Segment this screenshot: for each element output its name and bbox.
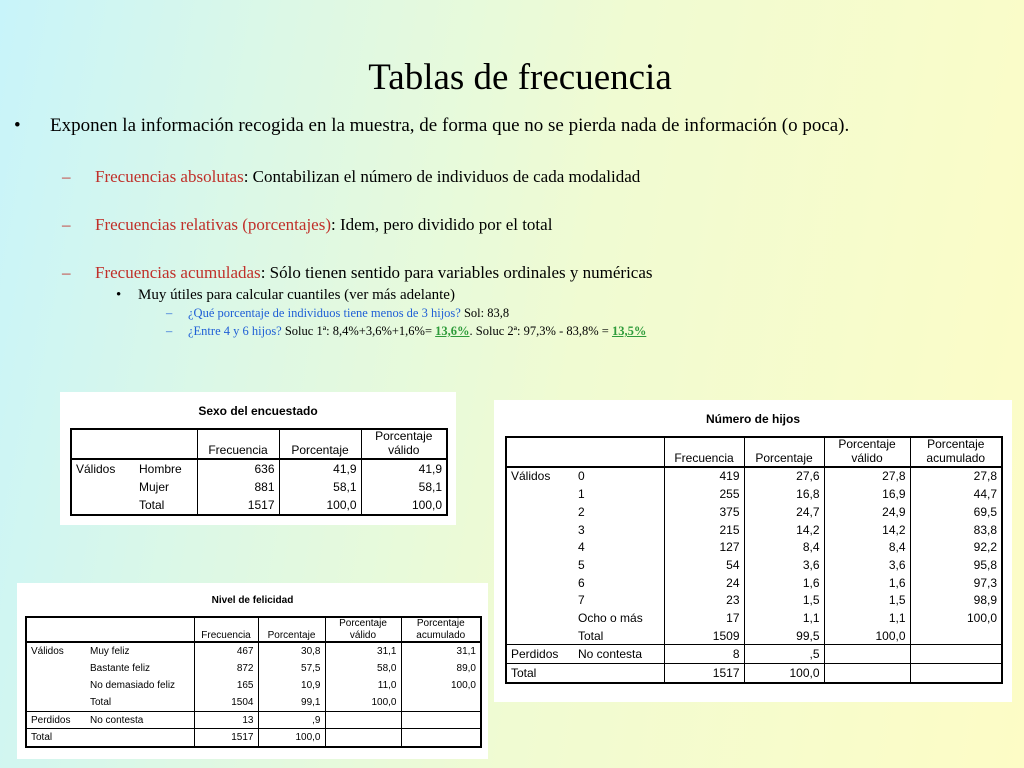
table-row <box>26 660 481 677</box>
table-row <box>506 503 1002 521</box>
row-label: 0 <box>578 469 585 484</box>
table-cell: 44,7 <box>910 485 1002 503</box>
row-label: No contesta <box>86 711 194 729</box>
table-cell: 27,8 <box>824 467 910 486</box>
table-cell: 11,0 <box>325 677 401 694</box>
table-cell: 83,8 <box>910 521 1002 539</box>
row-label: 5 <box>578 557 585 572</box>
table-cell: 54 <box>664 556 744 574</box>
row-label: 2 <box>578 504 585 519</box>
header-row <box>506 437 1002 467</box>
table-row <box>506 538 1002 556</box>
table-cell: 99,5 <box>744 627 824 645</box>
table-cell: 1517 <box>664 664 744 683</box>
hijos-table-panel <box>494 400 1012 702</box>
row-label <box>86 729 194 747</box>
row-label: Total <box>139 497 165 512</box>
header-blank <box>71 429 197 459</box>
answer-text-1: Soluc 1ª: 8,4%+3,6%+1,6%= <box>281 324 436 338</box>
table-cell <box>910 627 1002 645</box>
table-cell <box>910 664 1002 683</box>
table-cell: 100,0 <box>279 496 361 515</box>
term-description: : Idem, pero dividido por el total <box>331 215 553 234</box>
table-row <box>506 609 1002 627</box>
table-cell: 8 <box>664 645 744 664</box>
table-cell: 8,4 <box>824 538 910 556</box>
table-row <box>506 521 1002 539</box>
table-cell <box>910 645 1002 664</box>
dash-marker: – <box>166 324 173 338</box>
row-label: 7 <box>578 593 585 608</box>
table-cell: 100,0 <box>910 609 1002 627</box>
table-cell: 1504 <box>194 694 258 711</box>
row-group-label: Total <box>506 664 574 683</box>
table-row <box>26 729 481 747</box>
table-cell: ,9 <box>258 711 325 729</box>
row-label: 1 <box>578 487 585 502</box>
row-label: Muy feliz <box>90 645 130 657</box>
table-cell: 17 <box>664 609 744 627</box>
sexo-frequency-table <box>70 428 448 516</box>
bullet-marker: • <box>116 287 122 303</box>
table-cell: 57,5 <box>258 660 325 677</box>
table-cell: 41,9 <box>361 459 447 478</box>
table-cell: 375 <box>664 503 744 521</box>
row-label: Total <box>578 628 604 643</box>
row-label: Bastante feliz <box>90 662 151 674</box>
table-cell: 215 <box>664 521 744 539</box>
table-row <box>506 467 1002 486</box>
row-group-label <box>506 591 574 609</box>
dash-marker: – <box>62 215 71 234</box>
row-group-label <box>26 660 86 677</box>
table-cell: 92,2 <box>910 538 1002 556</box>
sexo-table-panel <box>60 392 456 525</box>
table-cell: 98,9 <box>910 591 1002 609</box>
term-description: : Sólo tienen sentido para variables ordinales y numéricas <box>260 263 653 282</box>
question-text: ¿Qué porcentaje de individuos tiene menos de 3 hijos? <box>188 306 461 320</box>
table-cell: 1,6 <box>744 574 824 592</box>
dash-marker: – <box>62 167 71 186</box>
table-cell: 1,5 <box>824 591 910 609</box>
table-cell: 24 <box>664 574 744 592</box>
table-cell: 1509 <box>664 627 744 645</box>
table-cell: 100,0 <box>325 694 401 711</box>
table-cell <box>401 694 481 711</box>
table-cell: 100,0 <box>824 627 910 645</box>
table-cell: 23 <box>664 591 744 609</box>
table-cell: 127 <box>664 538 744 556</box>
table-cell: 58,1 <box>279 478 361 496</box>
table-cell: 99,1 <box>258 694 325 711</box>
answer-text-2: . Soluc 2ª: 97,3% - 83,8% = <box>469 324 612 338</box>
row-group-label: Perdidos <box>26 711 86 729</box>
row-label: Mujer <box>139 479 170 494</box>
table-title: Nivel de felicidad <box>211 595 294 606</box>
table-cell <box>401 711 481 729</box>
row-group-label <box>506 503 574 521</box>
table-cell: 13 <box>194 711 258 729</box>
row-group-label <box>26 677 86 694</box>
table-cell: 31,1 <box>325 642 401 660</box>
column-header: Porcentaje acumulado <box>910 437 1002 467</box>
table-cell: 14,2 <box>824 521 910 539</box>
table-cell: 58,0 <box>325 660 401 677</box>
table-row <box>506 556 1002 574</box>
row-group-label: Válidos <box>31 645 64 657</box>
column-header: Porcentaje <box>744 437 824 467</box>
table-cell: 95,8 <box>910 556 1002 574</box>
table-cell: 1,5 <box>744 591 824 609</box>
table-row <box>26 694 481 711</box>
term-label: Frecuencias acumuladas <box>95 263 261 282</box>
row-group-label <box>71 496 135 515</box>
table-cell: 100,0 <box>361 496 447 515</box>
row-group-label <box>506 574 574 592</box>
table-cell: 30,8 <box>258 642 325 660</box>
answer-text: Sol: 83,8 <box>460 306 510 320</box>
column-header: Porcentaje acumulado <box>401 617 481 642</box>
dash-marker: – <box>166 306 173 320</box>
table-cell: 3,6 <box>744 556 824 574</box>
row-group-label <box>506 521 574 539</box>
term-label: Frecuencias absolutas <box>95 167 244 186</box>
table-cell: 100,0 <box>258 729 325 747</box>
table-cell: 872 <box>194 660 258 677</box>
table-row <box>506 627 1002 645</box>
table-row <box>506 664 1002 683</box>
table-title: Sexo del encuestado <box>198 404 318 418</box>
row-label: 4 <box>578 540 585 555</box>
row-label: Ocho o más <box>578 610 643 625</box>
row-label: No contesta <box>574 645 664 664</box>
table-cell: 24,7 <box>744 503 824 521</box>
answer-value-2: 13,5% <box>611 324 647 338</box>
row-label <box>574 664 664 683</box>
answer-value-1: 13,6% <box>435 324 470 338</box>
term-label: Frecuencias relativas (porcentajes) <box>95 215 331 234</box>
row-label: 6 <box>578 575 585 590</box>
cuantiles-text: Muy útiles para calcular cuantiles (ver más adelante) <box>138 287 455 303</box>
column-header: Frecuencia <box>194 617 258 642</box>
header-blank <box>506 437 664 467</box>
table-cell <box>325 729 401 747</box>
table-cell: 467 <box>194 642 258 660</box>
dash-marker: – <box>62 263 71 282</box>
table-cell <box>325 711 401 729</box>
table-cell: 14,2 <box>744 521 824 539</box>
bullet-marker: • <box>14 115 21 136</box>
table-cell: 10,9 <box>258 677 325 694</box>
column-header: Porcentaje válido <box>361 429 447 459</box>
table-cell: 881 <box>197 478 279 496</box>
row-label: 3 <box>578 522 585 537</box>
term-description: : Contabilizan el número de individuos de cada modalidad <box>243 167 641 186</box>
row-group-label <box>506 556 574 574</box>
hijos-frequency-table <box>505 436 1003 684</box>
table-cell: 24,9 <box>824 503 910 521</box>
table-cell: 636 <box>197 459 279 478</box>
header-blank <box>26 617 194 642</box>
table-row <box>71 459 447 478</box>
felicidad-table-panel <box>17 583 488 759</box>
table-cell: 3,6 <box>824 556 910 574</box>
row-group-label: Perdidos <box>506 645 574 664</box>
table-cell: 1517 <box>194 729 258 747</box>
table-row <box>506 485 1002 503</box>
column-header: Porcentaje válido <box>824 437 910 467</box>
row-group-label <box>71 478 135 496</box>
row-group-label <box>506 627 574 645</box>
table-cell: 100,0 <box>401 677 481 694</box>
table-cell: 419 <box>664 467 744 486</box>
row-label: No demasiado feliz <box>90 679 176 691</box>
column-header: Porcentaje <box>279 429 361 459</box>
table-row <box>26 711 481 729</box>
table-row <box>26 642 481 660</box>
table-row <box>71 496 447 515</box>
table-cell: 31,1 <box>401 642 481 660</box>
row-label: Total <box>90 696 112 708</box>
row-group-label: Válidos <box>76 461 116 476</box>
row-group-label <box>506 485 574 503</box>
header-row <box>26 617 481 642</box>
table-cell: 27,6 <box>744 467 824 486</box>
row-group-label <box>506 609 574 627</box>
table-cell: 1517 <box>197 496 279 515</box>
main-bullet-text: Exponen la información recogida en la muestra, de forma que no se pierda nada de información (o poca). <box>50 115 850 136</box>
row-group-label <box>506 538 574 556</box>
table-cell: 89,0 <box>401 660 481 677</box>
table-cell: 100,0 <box>744 664 824 683</box>
table-cell: 8,4 <box>744 538 824 556</box>
table-row <box>26 677 481 694</box>
table-cell: 1,6 <box>824 574 910 592</box>
table-cell: 1,1 <box>744 609 824 627</box>
felicidad-frequency-table <box>25 616 482 748</box>
table-title: Número de hijos <box>705 412 800 426</box>
slide-title: Tablas de frecuencia <box>368 57 672 98</box>
table-cell: 41,9 <box>279 459 361 478</box>
table-cell: 1,1 <box>824 609 910 627</box>
table-row <box>506 574 1002 592</box>
table-row <box>71 478 447 496</box>
row-group-label <box>26 694 86 711</box>
table-cell: 69,5 <box>910 503 1002 521</box>
table-row <box>506 591 1002 609</box>
table-cell: 58,1 <box>361 478 447 496</box>
row-group-label: Válidos <box>511 469 551 484</box>
header-row <box>71 429 447 459</box>
column-header: Porcentaje <box>258 617 325 642</box>
table-cell: 97,3 <box>910 574 1002 592</box>
table-cell: 27,8 <box>910 467 1002 486</box>
table-cell <box>401 729 481 747</box>
row-label: Hombre <box>139 461 182 476</box>
table-cell: 255 <box>664 485 744 503</box>
column-header: Frecuencia <box>197 429 279 459</box>
table-cell: 165 <box>194 677 258 694</box>
table-row <box>506 645 1002 664</box>
column-header: Frecuencia <box>664 437 744 467</box>
table-cell: ,5 <box>744 645 824 664</box>
table-cell <box>824 645 910 664</box>
column-header: Porcentaje válido <box>325 617 401 642</box>
table-cell: 16,9 <box>824 485 910 503</box>
question-text: ¿Entre 4 y 6 hijos? <box>188 324 282 338</box>
table-cell <box>824 664 910 683</box>
row-group-label: Total <box>26 729 86 747</box>
table-cell: 16,8 <box>744 485 824 503</box>
